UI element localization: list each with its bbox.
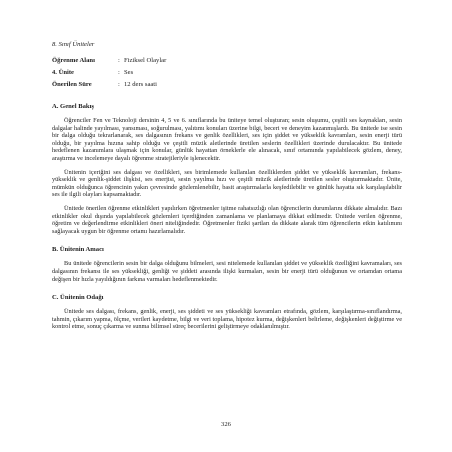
paragraph: Ünitede önerilen öğrenme etkinlikleri yapılırken öğretmenler işitme rahatsızlığı olan öğrencilerin durumlarını dikkate almalıdır. Bazı etkinlikler okul dışında yapılabilecek gözlemleri içerdiğinden zamanlama ve planlamaya dikkat edilmedir. Ünitede verilen öğrenme, öğretim ve değerlendirme etkinlikleri öneri niteliğindedir. Öğretmenler fiziki şartları da dikkate alarak tüm öğrencilerin etkin katılımını sağlayacak uygun bir öğrenme ortamı hazırlamalıdır. <box>52 204 402 235</box>
paragraph: Bu ünitede öğrencilerin sesin bir dalga olduğunu bilmeleri, sesi nitelemede kullanılan şiddet ve yükseklik özelliğini kavramaları, ses dalgasının frekansı ile ses yüksekliği, genliği ve şiddeti arasında ilişki kurmaları, sesin bir enerji türü olduğunun ve ortamdan ortama değişen bir hızla yayıldığının farkına varmaları hedeflenmektedir. <box>52 260 402 283</box>
paragraph: Ünitenin içeriğini ses dalgası ve özellikleri, ses birimlemede kullanılan özelliklerden şiddet ve yükseklik kavramları, frekans-yükseklik ve genlik-şiddet ilişkisi, ses enerjisi, sesin yayılma hızı ve çeşitli müzik aletlerinde üretilen sesler oluşturmaktadır. Ünite, mümkün olduğunca öğrencinin yakın çevresinde gözlemlenebilir, basit araştırmalarla keşfedilebilir ve günlük hayatta sık karşılaşılabilir ses ile ilgili olayları kapsamaktadır. <box>52 168 402 199</box>
section-overview <box>52 102 402 235</box>
meta-value: Fiziksel Olaylar <box>124 57 167 64</box>
paragraph: Ünitede ses dalgası, frekans, genlik, enerji, ses şiddeti ve ses yüksekliği kavramları etrafında, gözlem, karşılaştırma-sınıflandırma, tahmin, çıkarım yapma, ölçme, verileri kaydetme, bilgi ve veri toplama, hipotez kurma, değişkenleri belirleme, değişkenleri değiştirme ve kontrol etme, sonuç çıkarma ve sunma bilimsel süreç becerilerini geliştirmeye odaklanılmıştır. <box>52 308 402 331</box>
section-heading: B. Ünitenin Amacı <box>52 246 104 254</box>
meta-separator: : <box>118 81 120 88</box>
meta-key: Öğrenme Alanı <box>52 57 95 64</box>
document-page <box>52 40 402 341</box>
meta-separator: : <box>118 69 120 76</box>
meta-row-unit <box>52 68 402 77</box>
section-heading: C. Ünitenin Odağı <box>52 294 104 302</box>
meta-key: 4. Ünite <box>52 69 74 76</box>
paragraph: Öğrenciler Fen ve Teknoloji dersinin 4, 5 ve 6. sınıflarında bu üniteye temel oluşturan; sesin oluşumu, çeşitli ses kaynakları, sesin dalgalar halinde yayılması, yansıması, soğurulması, yalıtımı konuları üzerine bilgi, beceri ve deneyim kazanmışlardı. Bu ünitede ise sesin bir dalga olduğu tekrarlanarak, ses dalgasının frekans ve genlik özellikleri, ses için şiddet ve yükseklik kavramları, sesin enerji türü olduğu, bir yayılma hızına sahip olduğu ve çeşitli müzik aletlerinde üretilen seslerin özellikleri üzerinde durulacaktır. Bu ünitede hedeflenen kazanımlara ulaşmak için konular, günlük hayattan örneklerle ele alınacak, sınıf ortamında yapılabilecek gözlem, deney, araştırma ve incelemeye dayalı öğrenme stratejileriyle işlenecektir. <box>52 117 402 162</box>
meta-value: Ses <box>124 69 134 76</box>
section-focus <box>52 293 402 331</box>
meta-row-learning-area <box>52 56 402 65</box>
page-number: 326 <box>221 421 231 428</box>
unit-info <box>52 56 402 89</box>
section-purpose <box>52 245 402 283</box>
meta-separator: : <box>118 57 120 64</box>
running-head: 8. Sınıf Üniteler <box>52 41 95 48</box>
meta-value: 12 ders saati <box>124 81 157 88</box>
meta-row-duration <box>52 80 402 89</box>
section-heading: A. Genel Bakış <box>52 103 94 110</box>
meta-key: Önerilen Süre <box>52 81 92 88</box>
